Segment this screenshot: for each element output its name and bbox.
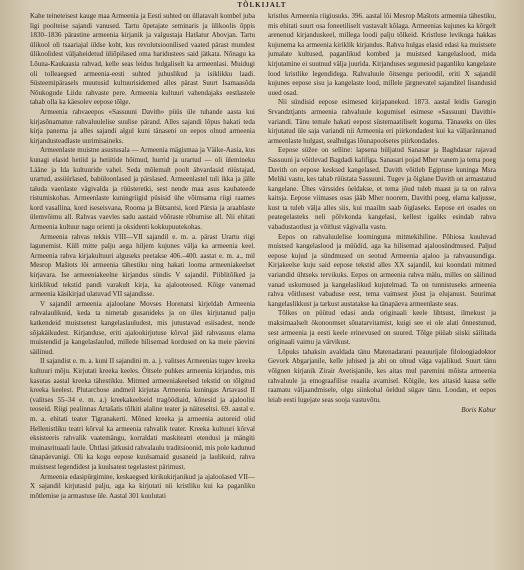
paragraph: Nii sündisid eepose esimesed kirjapanekud. 1873. aastal leidis Garegin Srvandztjants armeenia rahvaluule kogumisel esimese «Sassuuni Davithi» variandi. Tänu temale hakati eepost süstemaatiliselt koguma. Tänaseks on üles kirjutatud üle saja variandi nii Armeenia eri piirkondadest kui ka väljarännanud armeenlaste hulgast, sealhulgas lõunapoolsetes piirkondades. (268, 98, 496, 145)
paragraph: Lõpuks tahaksin avaldada tänu Matenadarani peauurijale filoloogiadoktor Gevork Abgarjanile, kelle juhised ja abi on olnud väga vajalikud. Suurt tänu võlgnen kirjanik Zirair Avetisjanile, kes aitas mul paremini mõista armeenia rahvaluule ja etnograafilise reaalia avamisel. Kõigile, kes aitasid kaasa selle raamatu väljaandmisele, olgu siinkohal öeldud sügav tänu. Loodan, et eepos leiab eesti lugejate seas sooja vastuvõtu. (268, 347, 496, 404)
paragraph: Armeenlaste muistne asustusala — Armeenia mägismaa ja Väike-Aasia, kus kunagi elasid hetiid ja hetiitide hõimud, hurrid ja urartud — oli ülemineku Lääne ja Ida kultuuride vahel. Seda mõlemalt poolt ähvardasid rüüstajad, urartud, assüürlased, babüloonlased ja pärslased. Armeenlastel tuli ikka ja jälle taluda vaenlaste vägivalda ja rüüsteretki, sest nende maa asus kaubateede ristumiskohas. Armeenlaste kuningriigid püsisid ühe võimsama riigi raames kord vasallina, kord iseseisvana, Rooma ja Bütsantsi, kord Pärsia ja araablaste ülemvõimu all. Rahvas vaevles sadu aastaid võõraste rõhumise all. Nii ehitati Armeenia kultuur nagu orienti ja oksidenti kokkupuutekohas. (30, 146, 255, 232)
paragraph: Eepose süžee on selline: lapsena hüljatud Sanasar ja Baghdasar rajavad Sassuuni ja võitlevad Bagdadi kalifiga. Sanasari pojad Mher vanem ja tema poeg Davith on eepose kesksed kangelased. Davith võitleb Egiptuse kuninga Msra Meliki vastu, kes tahab rüüstata Sassuuni. Tugev ja õiglane Davith on armastatud kangelane. Ühes värssides öeldakse, et tema jõud tuleb maast ja ta on rahva kaitsja. Eepose viimases osas jääb Mher noorem, Davithi poeg, elama kaljusse, kust ta tuleb välja alles siis, kui maailm saab õiglaseks. Eepose eri osades on peategelasteks neli põlvkonda kangelasi, kellest igaüks esindab rahva vabadustaotlust ja võitlust vägivalla vastu. (268, 146, 496, 232)
right-text-column (268, 12, 496, 416)
paragraph: V sajandil armeenia ajaloolane Movses Horenatsi kirjeldab Armeenia rahvalaulikuid, keda ta nimetab gusanideks ja on üles kirjutanud palju katkendeid muistsetest kangelaslauludest, mis jutustavad esiisadest, nende sõjakäikudest. Kirjanduse, eriti ajalookirjutuse kõrval jäid rahvasuus elama muistendid ja kangelaslaulud, millede hilisemad kordused on ka meie päevini säilinud. (30, 299, 255, 356)
paragraph: II sajandist e. m. a. kuni II sajandini m. a. j. valitses Armeenias tugev kreeka kultuuri mõju. Kirjutati kreeka keeles. Õitsele puhkes armeenia kirjandus, mis kasutas aastal kreeka tähestikku. Mitmed armeeniakeelsed tekstid on tõlgitud kreeka keelest. Plutarchose andmeil kirjutas Armeenia kuningas Artavasd II (valitses 55–34 e. m. a.) kreekakeelseid tragöödiaid, kõnesid ja ajaloolisi teoseid. Riigi pealinnas Artašatis tõlkiti alaline teater ja näiteseltsi. 69. aastal e. m. a. ehitati teater Tigranakerti. Mõned kreeka ja armeenia autoreid olid Hellenistliku teatri kõrval ka armeenia rahvalik teater. Kreeka kultuuri kõrval eksisteeris rahvalik vaatemängu, korraldati maskiteatri etendusi ja mängiti muinasrituaali laule. Ühtlasi jätkusid rahvalaulu traditsioonid, mis pole kadunud tänapäevanigi. Oli ka kogu eepose kuulsamaid gusaneid ja laulikuid, rahva muistsest legendidest ja kuulsatest tegelastest pärimust. (30, 357, 255, 471)
paragraph: Armeenia edasipürgimine, keskaegsed kirikukirjanikud ja ajaloolased VII—X sajandil kirjutasid palju, aga ka kirjutati nii kristliku kui ka paganliku mõtlemise ja armastuse üle. Aastal 301 kuulutati (30, 472, 255, 500)
paragraph: Armeenia rahvas tekkis VIII—VII sajandil e. m. a. pärast Urartu riigi lagunemist. Küll mitte palju aega hiljem kujunes välja ka armeenia keel. Armeenia rahva kirjakultuuri alguseks peetakse 406.–400. aastat e. m. a., mil Mesrop Maštots lõi armeenia tähestiku ning hakati looma armeeniakeelset kirjavara. Ise armeeniakeelne kirjandus sündis V sajandil. Piiblitõlked ja kiriklikud tekstid pandi varakult kirja, ka ajalooteosed. Kõige vanemad armeenia käsikirjad ulatuvad VII sajandisse. (30, 232, 255, 299)
paragraph: Eepos on rahvaluulelise loominguna mitmekihiline. Põhiosa kuuluvad muistsed kangelaslood ja müüdid, aga ka hilisemad ajaloosündmused. Paljud eepose kujud ja sündmused on seotud Armeenia ajaloo ja rahvausundiga. Kirjakeelse kuju said eepose tekstid alles XX sajandil, kui koondati mitmed variandid ühtseks tervikuks. Eepos on armeenia rahva mälu, milles on säilinud vanad uskumused ja kangelaslikud kujutelmad. Ta on tunnistuseks armeenia rahva võitlusest vabaduse eest, tema vaimsest jõust ja elujanust. Suurimat kangelaslikkust ja tarkust austatakse ka tänapäeva armeenlaste seas. (268, 232, 496, 308)
paragraph: Armeenia rahvaeepos «Sassuuni Davith» püüs üle tuhande aasta kui kirjasõnamatue rahvaluulelise suulise pärand. Alles sajandi lõpus hakati teda kirja panema ja alles sajandi algul kuni tänaseni on eepos olnud armeenia kirjandusteadlaste uurimisaineks. (30, 107, 255, 145)
paragraph: Tõlkes on püütud edasi anda originaali keele lihtsust, ilmekust ja maksimaalselt ökonoomset sõnatarvitamist, kuigi see ei ole alati õnnestunud, sest armeenia ja eesti keele erinevused on suured. Tõlge püüab siiski säilitada originaali vaimu ja värvikust. (268, 309, 496, 347)
paragraph: kristlus Armeenia riigiusuks. 396. aastal lõi Mesrop Maštots armeenia tähestiku, mis ehitati suurt osa foneetiliselt vastavalt kõlaga. Armeenias kujunes ka kõrgelt arenenud kirjanduskeel, millega loodi palju tõlkeid. Kristluse levikuga hakkas kujunema ka armeenia kiriklik kirjandus. Rahva hulgas elasid edasi ka muistsete jumalate kultused, paganlikud kombed ja muistsed kangelaslood, mida kirjutamine ei suutnud välja juurida. Kirjanduses segunesid paganliku kangelaste lood kristlike legendidega. Rahvaluule õitsengu perioodil, eriti X sajandil kujunes eepose sisu ja kangelaste lood, millele järgnevatel sajanditel lisandusid uued osad. (268, 12, 496, 97)
section-title: TÕLKIJALT (237, 1, 287, 9)
left-text-column (30, 12, 255, 501)
translator-signature: Boris Kabur (461, 406, 496, 415)
paragraph: Kahe teineteisest kauge maa Armeenia ja Eesti suhted on üllatavalt kombel juba ligi poolteise sajandi vanused. Tartu õpetajate seminaris ja ülikoolis õppis 1830–1836 pärastine armeenia kirjanik ja valgustaja Hatšatur Abovjan. Tartu ülikool oli tsaariajal üldse koht, kus revolutsioonilised vaated pärast mundest ülikoolidest väljaheidetud üliõpilased oma haridustees said jätkata. Nõnagu ka Lõuna-Kaukaasia rahvad, kelle seas leidus hulgaliselt ka armeenlasi. Muidugi oli tolleaegsed armeenia-eesti suhted juhuslikud ja isiklikku laadi. Süsteemipärasels muutusid kultuurisidemed alles pärast Suurt Isamaasõda Nõukogude Liidu rahvaste pere. Armeenia kultuuri vahendajaks eestlastele tahab olla ka käesolev eepose tõlge. (30, 12, 255, 107)
